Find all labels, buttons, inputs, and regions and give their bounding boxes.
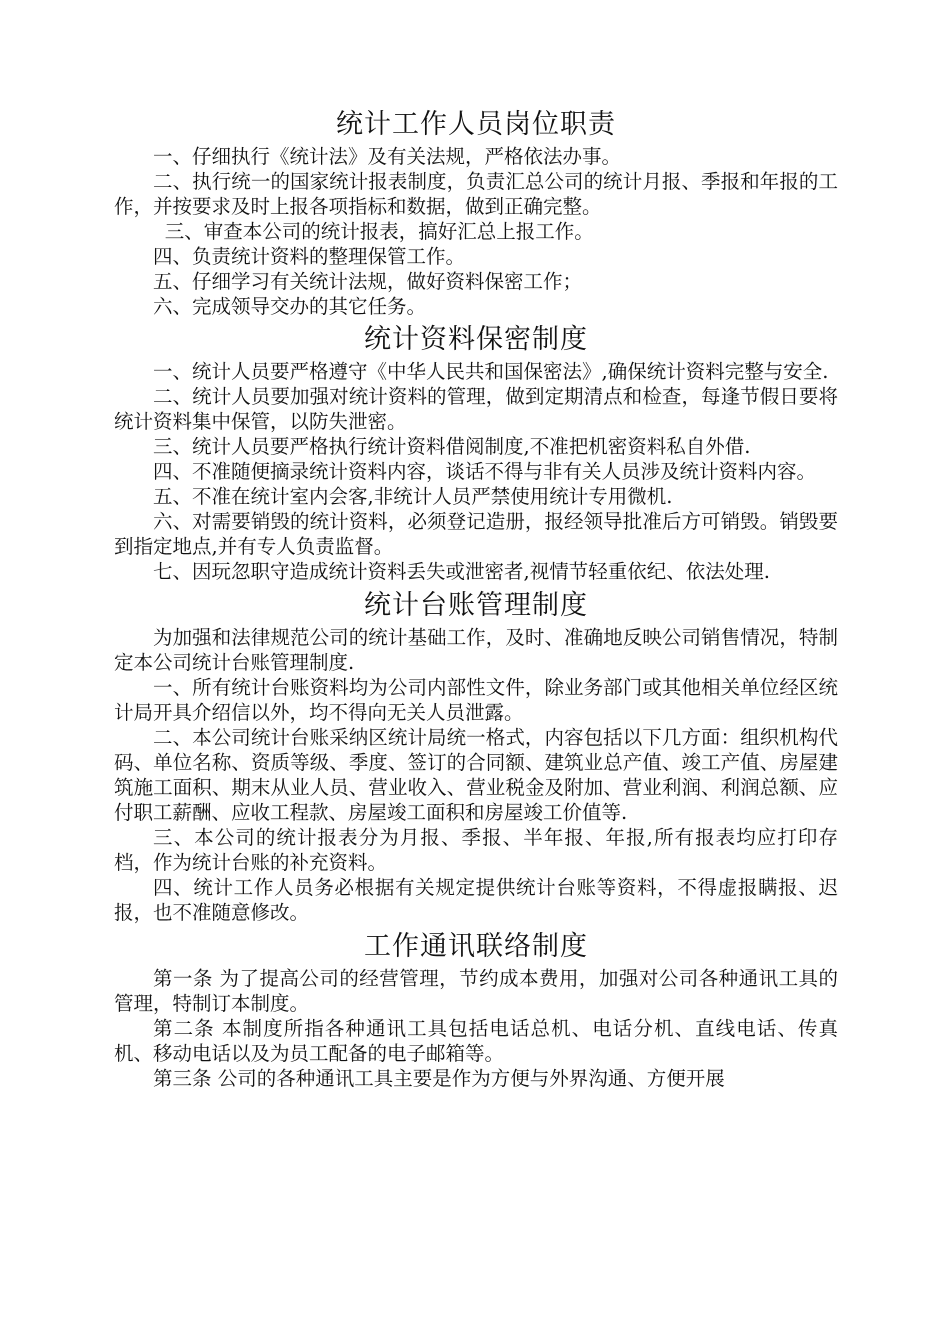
section-title: 统计台账管理制度	[364, 590, 588, 621]
paragraph: 五、仔细学习有关统计法规，做好资料保密工作；	[153, 270, 583, 293]
paragraph: 三、统计人员要严格执行统计资料借阅制度,不准把机密资料私自外借.	[153, 435, 751, 458]
section-ledger-management	[114, 587, 838, 925]
paragraph: 二、执行统一的国家统计报表制度，负责汇总公司的统计月报、季报和年报的工作，并按要求及时上报各项指标和数据，做到正确完整。	[114, 170, 838, 218]
paragraph: 五、不准在统计室内会客,非统计人员严禁使用统计专用微机.	[153, 485, 673, 508]
paragraph: 三、本公司的统计报表分为月报、季报、半年报、年报,所有报表均应打印存档，作为统计台账的补充资料。	[114, 826, 838, 874]
paragraph: 四、统计工作人员务必根据有关规定提供统计台账等资料，不得虚报瞒报、迟报，也不准随意修改。	[114, 876, 838, 924]
paragraph: 四、负责统计资料的整理保管工作。	[153, 245, 466, 268]
paragraph: 一、仔细执行《统计法》及有关法规，严格依法办事。	[153, 145, 622, 168]
section-title: 统计工作人员岗位职责	[336, 109, 616, 140]
paragraph: 一、所有统计台账资料均为公司内部性文件，除业务部门或其他相关单位经区统计局开具介绍信以外，均不得向无关人员泄露。	[114, 676, 838, 724]
paragraph: 第二条 本制度所指各种通讯工具包括电话总机、电话分机、直线电话、传真机、移动电话以及为员工配备的电子邮箱等。	[114, 1017, 838, 1065]
section-confidentiality	[114, 321, 838, 584]
section-job-duties	[114, 106, 838, 319]
paragraph: 第三条 公司的各种通讯工具主要是作为方便与外界沟通、方便开展	[153, 1067, 725, 1090]
section-title: 统计资料保密制度	[364, 324, 588, 355]
paragraph: 七、因玩忽职守造成统计资料丢失或泄密者,视情节轻重依纪、依法处理.	[153, 560, 770, 583]
paragraph: 六、完成领导交办的其它任务。	[153, 295, 427, 318]
paragraph: 三、审查本公司的统计报表，搞好汇总上报工作。	[164, 220, 594, 243]
paragraph: 六、对需要销毁的统计资料，必须登记造册，报经领导批准后方可销毁。销毁要到指定地点,并有专人负责监督。	[114, 510, 838, 558]
section-communications	[114, 928, 838, 1091]
paragraph: 二、统计人员要加强对统计资料的管理，做到定期清点和检查，每逢节假日要将统计资料集中保管，以防失泄密。	[114, 385, 838, 433]
paragraph: 四、不准随便摘录统计资料内容，谈话不得与非有关人员涉及统计资料内容。	[153, 460, 817, 483]
paragraph: 二、本公司统计台账采纳区统计局统一格式，内容包括以下几方面：组织机构代码、单位名称、资质等级、季度、签订的合同额、建筑业总产值、竣工产值、房屋建筑施工面积、期末从业人员、营业收入、营业税金及附加、营业利润、利润总额、应付职工薪酬、应收工程款、房屋竣工面积和房屋竣工价值等.	[114, 726, 838, 824]
paragraph: 一、统计人员要严格遵守《中华人民共和国保密法》,确保统计资料完整与安全.	[153, 360, 829, 383]
paragraph: 为加强和法律规范公司的统计基础工作，及时、准确地反映公司销售情况，特制定本公司统计台账管理制度.	[114, 626, 838, 674]
section-title: 工作通讯联络制度	[364, 931, 588, 962]
paragraph: 第一条 为了提高公司的经营管理，节约成本费用，加强对公司各种通讯工具的管理，特制订本制度。	[114, 967, 838, 1015]
document-page	[114, 106, 838, 1091]
